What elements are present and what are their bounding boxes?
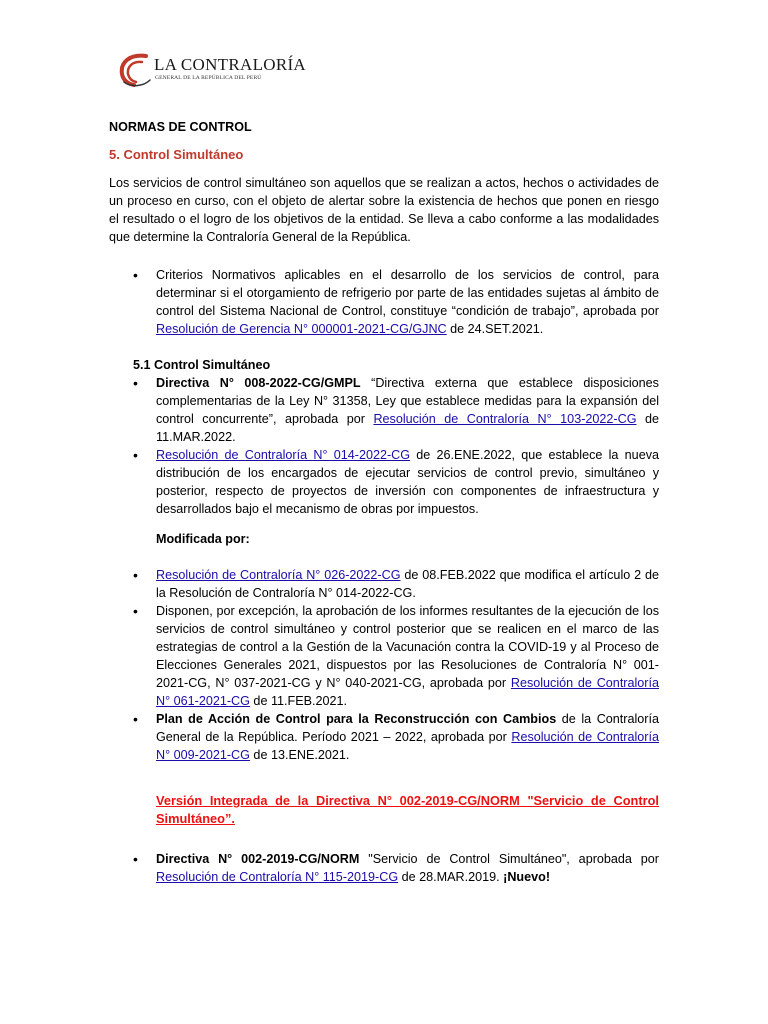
version-integrada-title[interactable]: Versión Integrada de la Directiva N° 002-2019-CG/NORM "Servicio de Control Simultáneo”.	[156, 793, 659, 826]
criterios-date: de 24.SET.2021.	[446, 322, 544, 336]
directiva-008-date: de 11.MAR.2022.	[156, 412, 660, 444]
criterios-list	[109, 266, 659, 338]
page-heading: NORMAS DE CONTROL	[109, 120, 252, 134]
directiva-008-title: Directiva N° 008-2022-CG/GMPL	[156, 376, 361, 390]
contraloria-logo	[118, 52, 318, 90]
section-title: 5. Control Simultáneo	[109, 147, 244, 162]
res-026-text: de 08.FEB.2022 que modifica el artículo 2 de la Resolución de Contraloría N° 014-2022-CG.	[156, 568, 659, 600]
disponen-text: Disponen, por excepción, la aprobación de los informes resultantes de la ejecución de los servicios de control simultáneo y control posterior que se realicen en el marco de las estrategias de control a la Gestión de la Vacunación contra la COVID-19 y al Proceso de Elecciones Generales 2021, dispuestos por las Resoluciones de Contraloría N° 001-2021-CG, N° 037-2021-CG y N° 040-2021-CG, aprobada por	[156, 604, 659, 690]
list-item	[109, 602, 659, 710]
directiva-002-date: de 28.MAR.2019.	[398, 870, 504, 884]
directiva-008-text: “Directiva externa que establece disposiciones complementarias de la Ley N° 31358, Ley que establece medidas para la expansión del control concurrente”, aprobada por	[156, 376, 659, 426]
list-item	[109, 566, 659, 602]
logo-subtitle: GENERAL DE LA REPÚBLICA DEL PERÚ	[155, 75, 262, 81]
subsection-title: 5.1 Control Simultáneo	[133, 358, 271, 372]
res-061-link[interactable]: Resolución de Contraloría N° 061-2021-CG	[156, 676, 660, 708]
directiva-002-list	[109, 850, 659, 886]
list-item	[109, 374, 659, 446]
res-103-link[interactable]: Resolución de Contraloría N° 103-2022-CG	[373, 412, 637, 426]
control-simultaneo-list	[109, 374, 659, 518]
new-badge: ¡Nuevo!	[503, 870, 551, 884]
res-014-link[interactable]: Resolución de Contraloría N° 014-2022-CG	[156, 448, 411, 462]
modificada-label: Modificada por:	[156, 532, 250, 546]
criterios-text: Criterios Normativos aplicables en el desarrollo de los servicios de control, para determinar si el otorgamiento de refrigerio por parte de las entidades sujetas al ámbito de control del Sistema Nacional de Control, constituye “condición de trabajo”, aprobada por	[156, 268, 659, 318]
directiva-002-title: Directiva N° 002-2019-CG/NORM	[156, 852, 360, 866]
res-gerencia-link[interactable]: Resolución de Gerencia N° 000001-2021-CG/GJNC	[156, 322, 447, 336]
list-item	[109, 266, 659, 338]
intro-paragraph: Los servicios de control simultáneo son aquellos que se realizan a actos, hechos o actividades de un proceso en curso, con el objeto de alertar sobre la existencia de hechos que ponen en riesgo el resultado o el logro de los objetivos de la entidad. Se lleva a cabo conforme a las modalidades que determine la Contraloría General de la República.	[109, 176, 659, 244]
res-014-text: de 26.ENE.2022, que establece la nueva distribución de los encargados de ejecutar servicios de control previo, simultáneo y posterior, respecto de proyectos de inversión con componentes de infraestructura y desarrollados bajo el mecanismo de obras por impuestos.	[156, 448, 659, 516]
document-body	[109, 118, 659, 886]
disponen-date: de 11.FEB.2021.	[249, 694, 348, 708]
modificaciones-list	[109, 566, 659, 764]
plan-date: de 13.ENE.2021.	[249, 748, 350, 762]
res-026-link[interactable]: Resolución de Contraloría N° 026-2022-CG	[156, 568, 401, 582]
contraloria-emblem-icon	[118, 52, 152, 88]
directiva-002-text: "Servicio de Control Simultáneo", aprobada por	[359, 852, 659, 866]
list-item	[109, 710, 659, 764]
logo-name: LA CONTRALORÍA	[154, 55, 307, 74]
plan-title: Plan de Acción de Control para la Reconstrucción con Cambios	[156, 712, 557, 726]
res-009-link[interactable]: Resolución de Contraloría N° 009-2021-CG	[156, 730, 660, 762]
list-item	[109, 446, 659, 518]
list-item	[109, 850, 659, 886]
res-115-link[interactable]: Resolución de Contraloría N° 115-2019-CG	[156, 870, 399, 884]
plan-text: de la Contraloría General de la República. Período 2021 – 2022, aprobada por	[156, 712, 659, 744]
